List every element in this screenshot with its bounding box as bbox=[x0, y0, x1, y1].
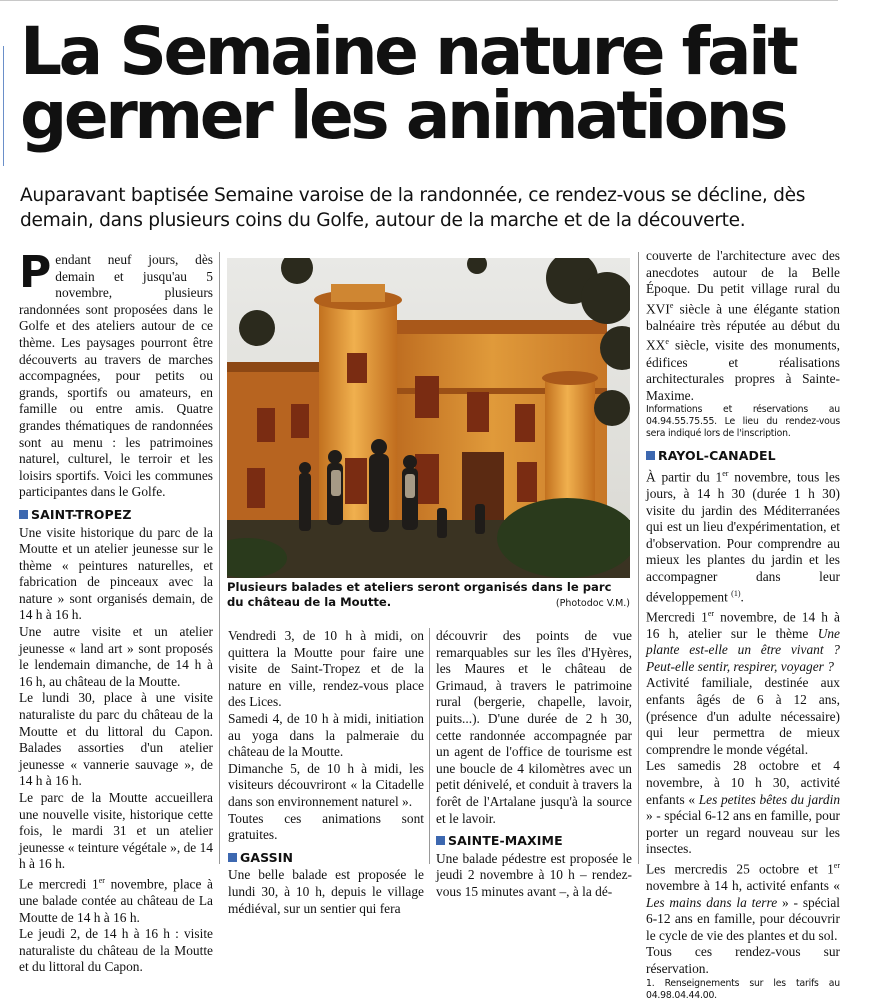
square-bullet-icon bbox=[19, 510, 28, 519]
photo-caption: Plusieurs balades et ateliers seront organisés dans le parc du château de la Moutte. bbox=[227, 580, 612, 609]
paragraph: Les samedis 28 octobre et 4 novembre, à 10 h 30, activité enfants « Les petites bêtes du jardin » - spécial 6-12 ans en famille, pour porter un regard nouveau sur les insectes. bbox=[646, 758, 841, 857]
section-heading-rayol-canadel: RAYOL-CANADEL bbox=[646, 448, 840, 465]
top-rule bbox=[0, 0, 838, 1]
paragraph: Une balade pédestre est proposée le jeudi 2 novembre à 10 h – rendez-vous 15 minutes avant –, à la dé- bbox=[436, 850, 632, 899]
paragraph: Dimanche 5, de 10 h à midi, les visiteurs découvriront « la Citadelle dans son environnement naturel ». bbox=[228, 760, 424, 809]
column-4 bbox=[646, 248, 840, 1002]
paragraph: Le parc de la Moutte accueillera une nouvelle visite, historique cette fois, le mardi 31 et un atelier jeunesse « teinture végétale », de 14 h à 16 h. bbox=[19, 790, 213, 872]
drop-cap: P bbox=[19, 247, 52, 298]
square-bullet-icon bbox=[228, 853, 237, 862]
side-rule bbox=[3, 46, 4, 166]
square-bullet-icon bbox=[436, 836, 445, 845]
photo-chateau-de-la-moutte bbox=[227, 258, 630, 578]
info-note: Informations et réservations au 04.94.55.75.55. Le lieu du rendez-vous sera indiqué lors de l'inscription. bbox=[646, 404, 840, 440]
lead-paragraph: Auparavant baptisée Semaine varoise de la randonnée, ce rendez-vous se décline, dès demain, dans plusieurs coins du Golfe, autour de la marche et de la découverte. bbox=[20, 185, 806, 231]
paragraph: Vendredi 3, de 10 h à midi, on quittera la Moutte pour faire une visite de Saint-Tropez et de la nature en ville, rendez-vous place des Lices. bbox=[228, 628, 424, 710]
paragraph: Activité familiale, destinée aux enfants âgés de 6 à 12 ans, (présence d'un adulte nécessaire) qui leur permettra de mieux comprendre le monde végétal. bbox=[646, 675, 840, 757]
column-divider bbox=[219, 252, 220, 864]
chateau-photo-illustration bbox=[227, 258, 630, 578]
paragraph: Tous ces rendez-vous sur réservation. bbox=[646, 944, 840, 976]
paragraph: Les mercredis 25 octobre et 1er novembre à 14 h, activité enfants « Les mains dans la terre » - spécial 6-12 ans en famille, pour découvrir le cycle de vie des plantes et du sol. bbox=[646, 860, 840, 943]
paragraph: Samedi 4, de 10 h à midi, initiation au yoga dans la palmeraie du château de la Moutte. bbox=[228, 710, 424, 760]
column-divider bbox=[429, 628, 430, 864]
paragraph: Toutes ces animations sont gratuites. bbox=[228, 810, 424, 843]
section-heading-gassin: GASSIN bbox=[228, 850, 424, 867]
square-bullet-icon bbox=[646, 451, 655, 460]
column-3 bbox=[436, 628, 632, 901]
paragraph: Le lundi 30, place à une visite naturaliste du parc du château de la Moutte et du littoral du Capon. Balades assorties d'un atelier jeunesse « vannerie sauvage », de 14 h à 16 h. bbox=[19, 690, 213, 789]
paragraph: À partir du 1er novembre, tous les jours, à 14 h 30 (durée 1 h 30) visite du jardin des Méditerranées qui est un lieu d'expérimentation, et d'observation. Pour comprendre au mieux les plantes du jardin et les accompagner dans leur développement $^{(1)}$. bbox=[646, 468, 840, 604]
section-heading-saint-tropez: SAINT-TROPEZ bbox=[19, 507, 213, 524]
paragraph: découvrir des points de vue remarquables sur les îles d'Hyères, les Maures et le château de Grimaud, à travers le patrimoine rural (bergerie, chapelle, lavoir, puits...). D'une durée de 2 h 30, cette randonnée accompagnée par un agent de l'office de tourisme est une boucle de 4 kilomètres avec un petit dénivelé, et conduit à travers la forêt de l'Artalane jusqu'à la source et le lavoir. bbox=[436, 628, 632, 826]
intro-paragraph: Pendant neuf jours, dès demain et jusqu'au 5 novembre, plusieurs randonnées sont proposées dans le Golfe et des ateliers autour de ce thème. Les paysages pourront être découverts au travers de marches accompagnées, pour petits ou grands, sportifs ou amateurs, en famille ou entre amis. Quatre grandes thématiques de randonnées sont au menu : les patrimoines naturel, culturel, le terroir et les loisirs sportifs. Voici les communes participantes dans le Golfe. bbox=[19, 247, 213, 500]
paragraph: Une visite historique du parc de la Moutte et un atelier jeunesse sur le thème « peintures naturelles, et fabrication de pinceaux avec la nature » sont organisés demain, de 14 h à 16 h. bbox=[19, 524, 213, 623]
paragraph: Une belle balade est proposée le lundi 30, à 10 h, depuis le village médiéval, sur un sentier qui fera bbox=[228, 867, 424, 916]
paragraph: Le jeudi 2, de 14 h à 16 h : visite naturaliste du château de la Moutte et du littoral du Capon. bbox=[19, 926, 213, 975]
column-2 bbox=[228, 628, 424, 917]
column-divider bbox=[638, 252, 639, 864]
photo-credit: (Photodoc V.M.) bbox=[555, 598, 630, 609]
paragraph: Le mercredi 1er novembre, place à une balade contée au château de La Moutte de 14 h à 16 h. bbox=[19, 875, 213, 925]
section-heading-sainte-maxime: SAINTE-MAXIME bbox=[436, 833, 632, 850]
paragraph: Une autre visite et un atelier jeunesse « land art » sont proposés le lendemain dimanche, de 14 h à 16 h, au château de la Moutte. bbox=[19, 624, 213, 689]
paragraph: couverte de l'architecture avec des anecdotes autour de la Belle Époque. Du petit village rural du XVIe siècle à une élégante station balnéaire très réputée au début du XXe siècle, visite des monuments, édifices et réalisations architecturales propres à Sainte-Maxime. bbox=[646, 248, 840, 403]
paragraph: Mercredi 1er novembre, de 14 h à 16 h, atelier sur le thème Une plante est-elle un être vivant ? Peut-elle sentir, respirer, voyager ? bbox=[646, 608, 840, 674]
footnote: 1. Renseignements sur les tarifs au 04.98.04.44.00. bbox=[646, 977, 840, 1001]
column-1 bbox=[19, 247, 213, 976]
headline: La Semaine nature fait germer les animations bbox=[20, 13, 796, 154]
